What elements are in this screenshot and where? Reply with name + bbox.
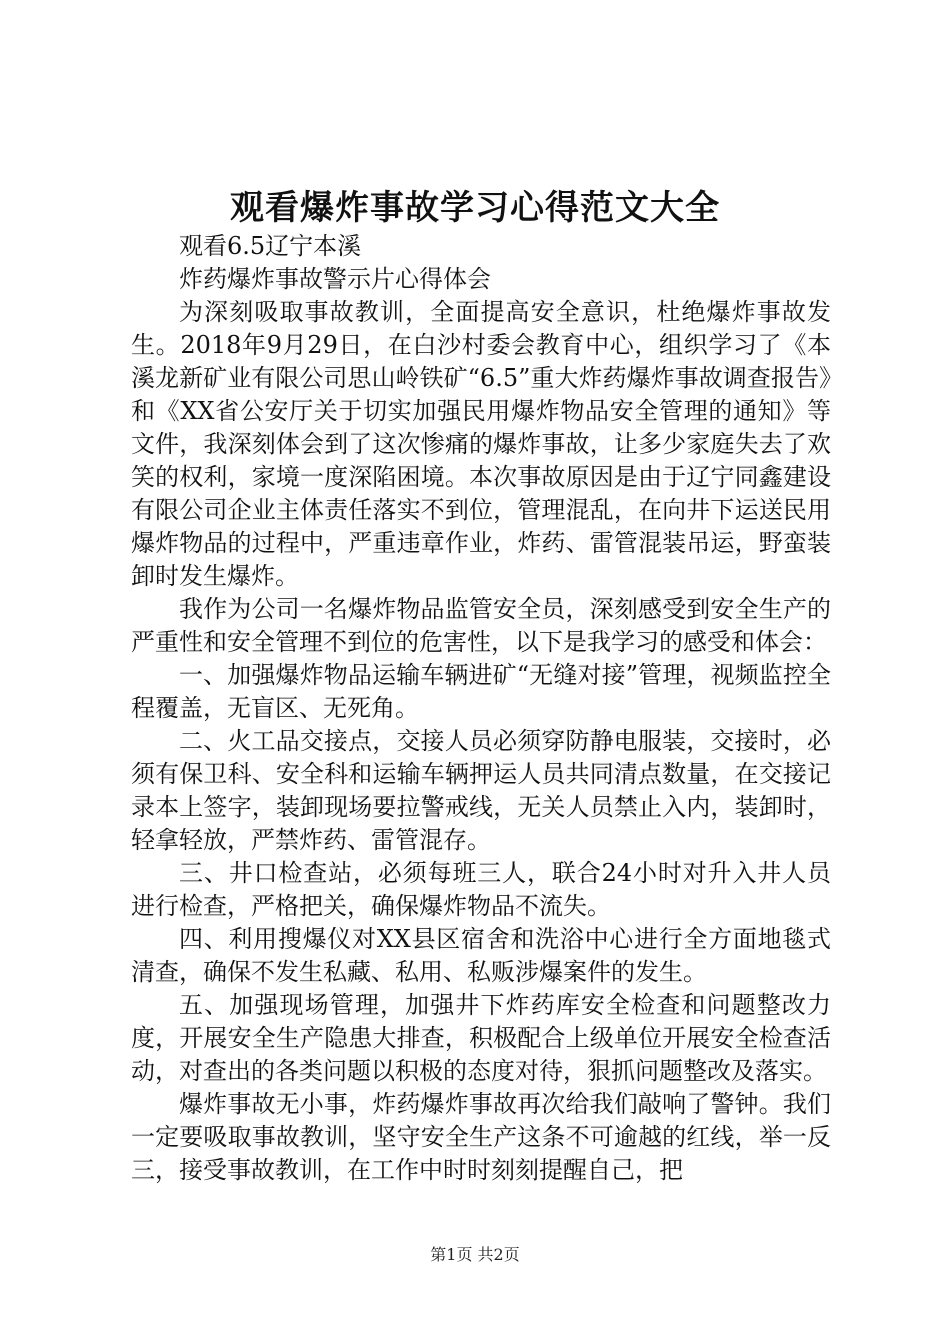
paragraph: 爆炸事故无小事，炸药爆炸事故再次给我们敲响了警钟。我们一定要吸取事故教训，坚守安全生产这条不可逾越的红线，举一反三，接受事故教训，在工作中时时刻刻提醒自己，把 [131,1090,831,1184]
paragraph: 一、加强爆炸物品运输车辆进矿“无缝对接”管理，视频监控全程覆盖，无盲区、无死角。 [131,661,831,722]
page-number-footer: 第1页 共2页 [430,1245,520,1264]
paragraph: 我作为公司一名爆炸物品监管安全员，深刻感受到安全生产的严重性和安全管理不到位的危害性，以下是我学习的感受和体会： [131,595,831,656]
paragraph: 二、火工品交接点，交接人员必须穿防静电服装，交接时，必须有保卫科、安全科和运输车辆押运人员共同清点数量，在交接记录本上签字，装卸现场要拉警戒线，无关人员禁止入内，装卸时，轻拿轻放，严禁炸药、雷管混存。 [131,727,831,854]
paragraph: 三、井口检查站，必须每班三人，联合24小时对升入井人员进行检查，严格把关，确保爆炸物品不流失。 [131,859,831,920]
document-body [131,230,831,1187]
paragraph: 为深刻吸取事故教训，全面提高安全意识，杜绝爆炸事故发生。2018年9月29日，在白沙村委会教育中心，组织学习了《本溪龙新矿业有限公司思山岭铁矿“6.5”重大炸药爆炸事故调查报告》和《XX省公安厅关于切实加强民用爆炸物品安全管理的通知》等文件，我深刻体会到了这次惨痛的爆炸事故，让多少家庭失去了欢笑的权利，家境一度深陷困境。本次事故原因是由于辽宁同鑫建设有限公司企业主体责任落实不到位，管理混乱，在向井下运送民用爆炸物品的过程中，严重违章作业，炸药、雷管混装吊运，野蛮装卸时发生爆炸。 [131,298,831,590]
paragraph: 观看6.5辽宁本溪 [179,232,362,260]
document-title: 观看爆炸事故学习心得范文大全 [230,188,720,228]
paragraph: 炸药爆炸事故警示片心得体会 [179,265,491,293]
paragraph: 五、加强现场管理，加强井下炸药库安全检查和问题整改力度，开展安全生产隐患大排查，积极配合上级单位开展安全检查活动，对查出的各类问题以积极的态度对待，狠抓问题整改及落实。 [131,991,831,1085]
paragraph: 四、利用搜爆仪对XX县区宿舍和洗浴中心进行全方面地毯式清查，确保不发生私藏、私用、私贩涉爆案件的发生。 [131,925,831,986]
